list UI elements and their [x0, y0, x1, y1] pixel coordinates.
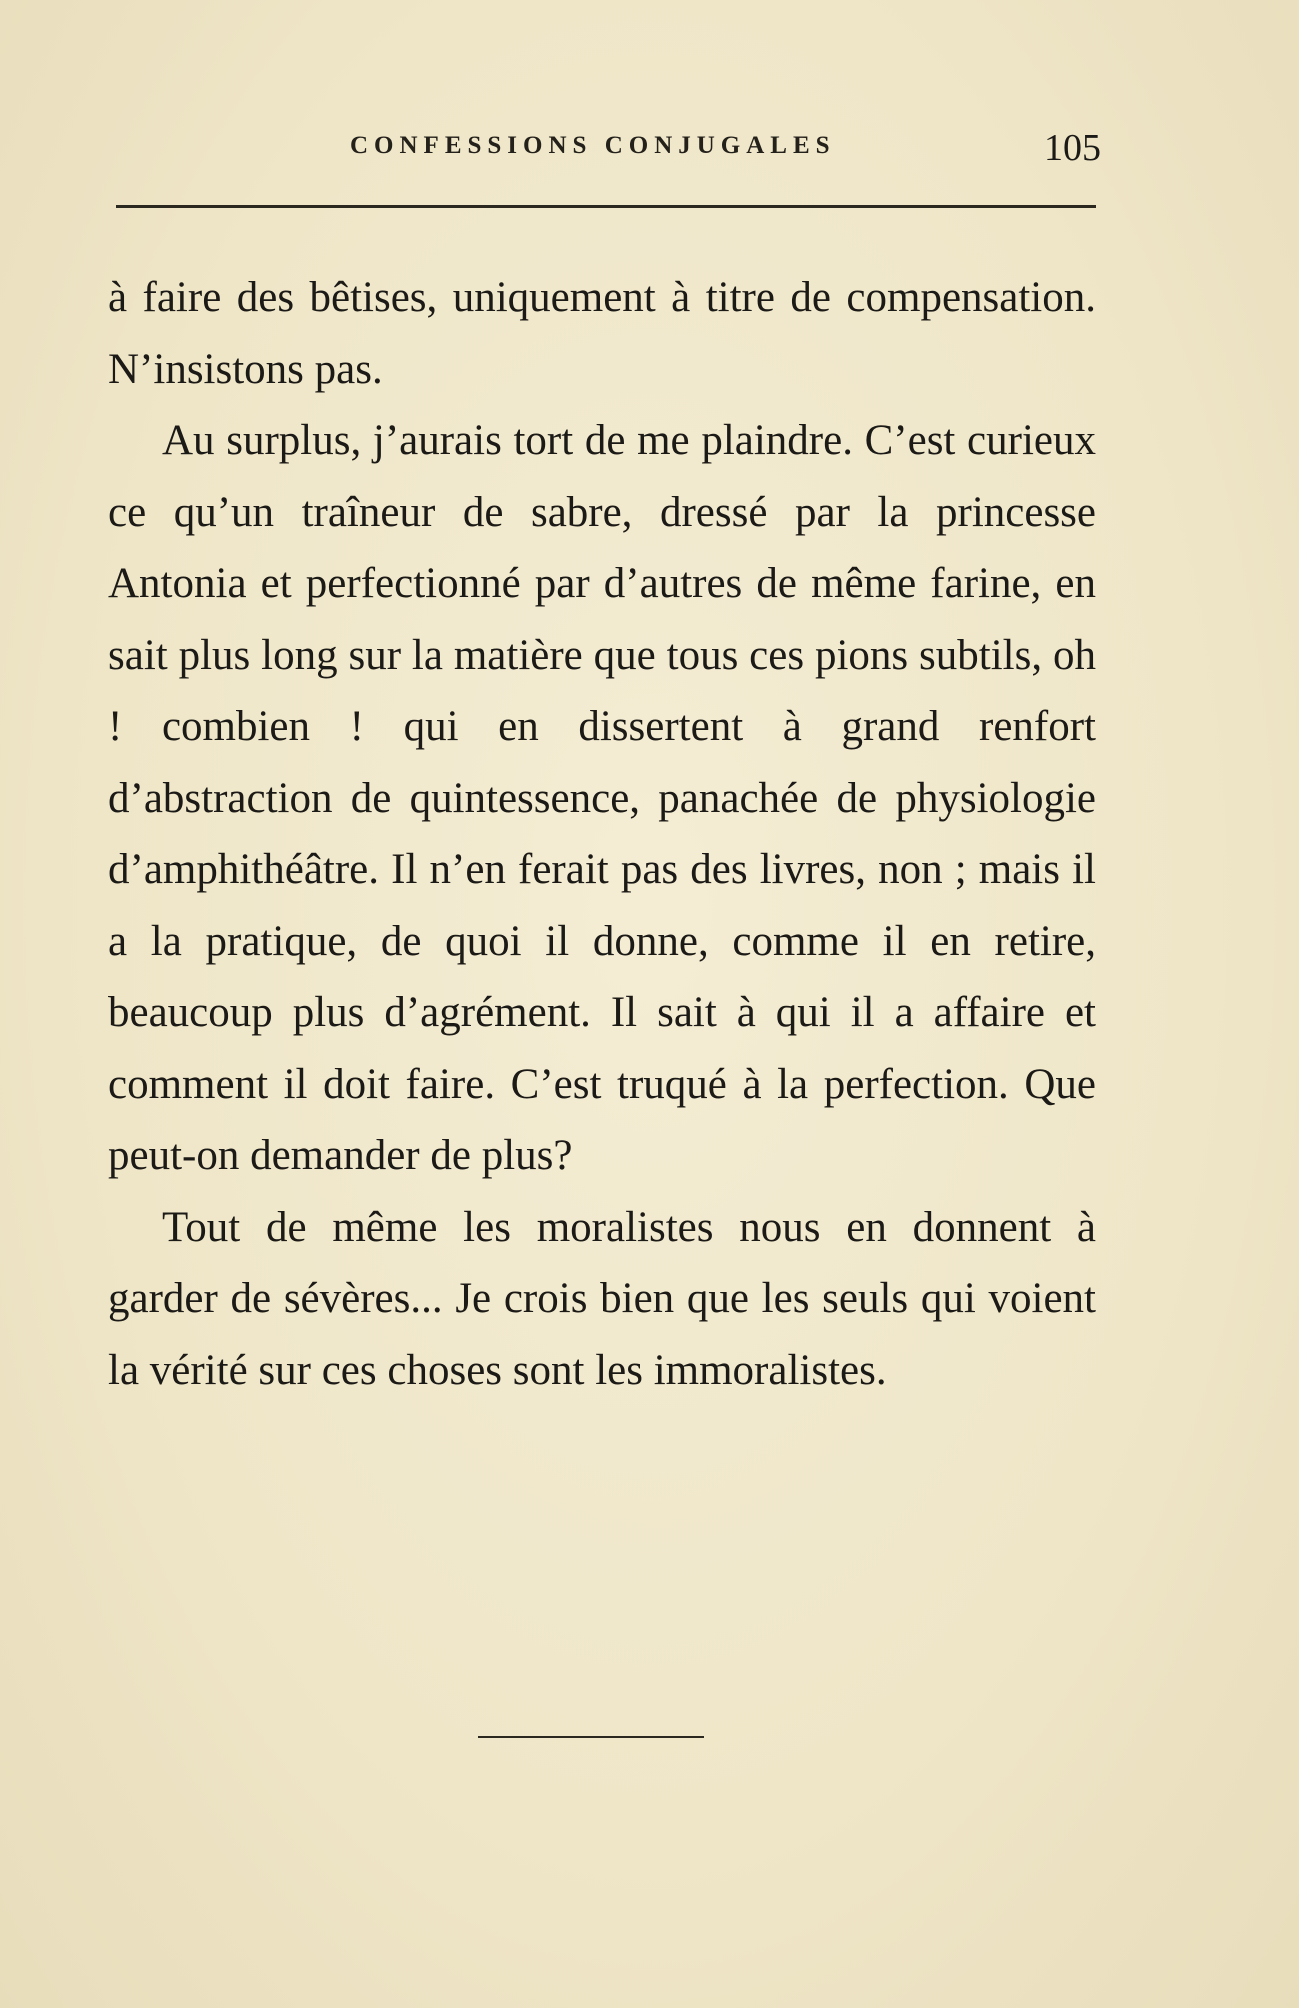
- page-number: 105: [1044, 127, 1101, 169]
- header-rule: [116, 205, 1096, 208]
- running-head: [114, 126, 1101, 170]
- running-title: CONFESSIONS CONJUGALES: [350, 132, 836, 159]
- paragraph-3: Tout de même les moralistes nous en donnent à garder de sévères... Je crois bien que les seuls qui voient la vérité sur ces choses sont les immoralistes.: [108, 1203, 1096, 1394]
- body-text: [108, 262, 1096, 1406]
- end-rule: [478, 1736, 704, 1738]
- paragraph-2: Au surplus, j’aurais tort de me plaindre. C’est curieux ce qu’un traîneur de sabre, dressé par la princesse Antonia et perfectionné par d’autres de même farine, en sait plus long sur la matière que tous ces pions subtils, oh ! combien ! qui en dissertent à grand renfort d’abstraction de quintessence, panachée de physiologie d’amphithéâtre. Il n’en ferait pas des livres, non ; mais il a la pratique, de quoi il donne, comme il en retire, beaucoup plus d’agrément. Il sait à qui il a affaire et comment il doit faire. C’est truqué à la perfection. Que peut-on demander de plus?: [108, 417, 1096, 1179]
- paragraph-1: à faire des bêtises, uniquement à titre de compensation. N’insistons pas.: [108, 274, 1096, 393]
